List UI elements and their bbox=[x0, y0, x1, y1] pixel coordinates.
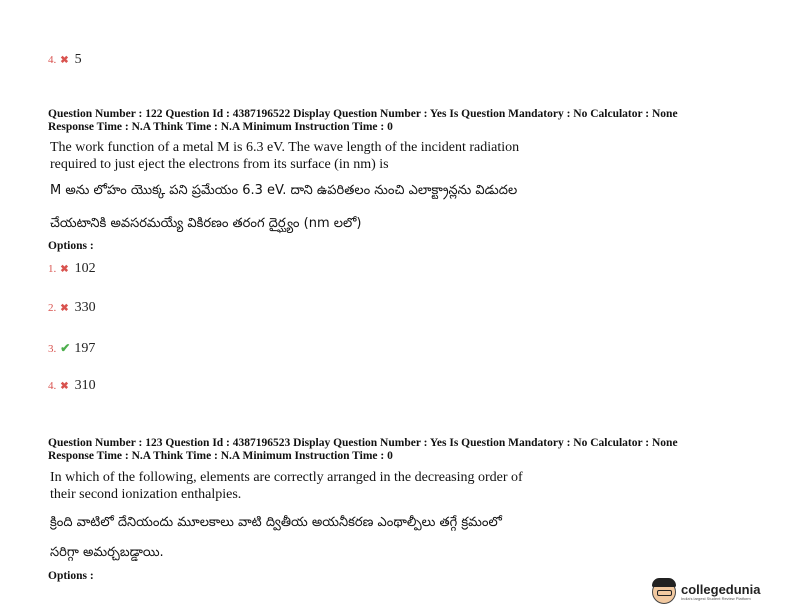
q123-meta-line-1: Question Number : 123 Question Id : 4387196523 Display Question Number : Yes Is Question Mandatory : No Calculator : None bbox=[48, 437, 678, 449]
option-number: 4. bbox=[48, 54, 57, 66]
q123-meta-line-2: Response Time : N.A Think Time : N.A Minimum Instruction Time : 0 bbox=[48, 450, 393, 462]
option-value: 102 bbox=[74, 261, 96, 276]
q122-text-en-1: The work function of a metal M is 6.3 eV. The wave length of the incident radiation bbox=[50, 140, 520, 155]
wrong-mark-icon: ✖ bbox=[60, 264, 69, 275]
logo-tagline: India's largest Student Review Platform bbox=[681, 596, 751, 601]
q122-meta-line-2: Response Time : N.A Think Time : N.A Minimum Instruction Time : 0 bbox=[48, 121, 393, 133]
q123-text-te-1: క్రింది వాటిలో దేనియందు మూలకాలు వాటి ద్వితీయ అయనీకరణ ఎంథాల్పీలు తగ్గే క్రమంలో bbox=[50, 515, 502, 530]
option-value: 197 bbox=[74, 341, 96, 356]
q123-text-en-1: In which of the following, elements are correctly arranged in the decreasing order of bbox=[50, 470, 523, 485]
option-value: 310 bbox=[74, 378, 96, 393]
option-number: 3. bbox=[48, 343, 57, 355]
wrong-mark-icon: ✖ bbox=[60, 381, 69, 392]
prev-option-4 bbox=[48, 52, 82, 68]
q123-options-label: Options : bbox=[48, 570, 94, 582]
option-number: 1. bbox=[48, 263, 57, 275]
q122-option-1 bbox=[48, 261, 96, 277]
correct-check-icon: ✔ bbox=[60, 341, 71, 355]
option-number: 2. bbox=[48, 302, 57, 314]
wrong-mark-icon: ✖ bbox=[60, 303, 69, 314]
q122-text-te-1: M అను లోహం యొక్క పని ప్రమేయం 6.3 eV. దాని ఉపరితలం నుంచి ఎలాక్ట్రాన్లను విడుదల bbox=[50, 183, 518, 198]
student-face-icon bbox=[652, 580, 676, 604]
q122-text-en-2: required to just eject the electrons from its surface (in nm) is bbox=[50, 157, 389, 172]
collegedunia-logo bbox=[652, 580, 760, 604]
q123-text-en-2: their second ionization enthalpies. bbox=[50, 487, 242, 502]
q123-text-te-2: సరిగ్గా అమర్చబడ్డాయి. bbox=[50, 545, 164, 560]
q122-text-te-2: చేయటానికి అవసరమయ్యే వికిరణం తరంగ దైర్ఘ్యం (nm లలో) bbox=[50, 216, 362, 231]
q122-meta-line-1: Question Number : 122 Question Id : 4387196522 Display Question Number : Yes Is Question Mandatory : No Calculator : None bbox=[48, 108, 678, 120]
q122-options-label: Options : bbox=[48, 240, 94, 252]
option-value: 5 bbox=[74, 52, 82, 67]
q122-option-3 bbox=[48, 341, 95, 357]
option-number: 4. bbox=[48, 380, 57, 392]
q122-option-4 bbox=[48, 378, 96, 394]
option-value: 330 bbox=[74, 300, 96, 315]
q122-option-2 bbox=[48, 300, 96, 316]
wrong-mark-icon: ✖ bbox=[60, 55, 69, 66]
logo-name: collegedunia bbox=[681, 582, 761, 597]
